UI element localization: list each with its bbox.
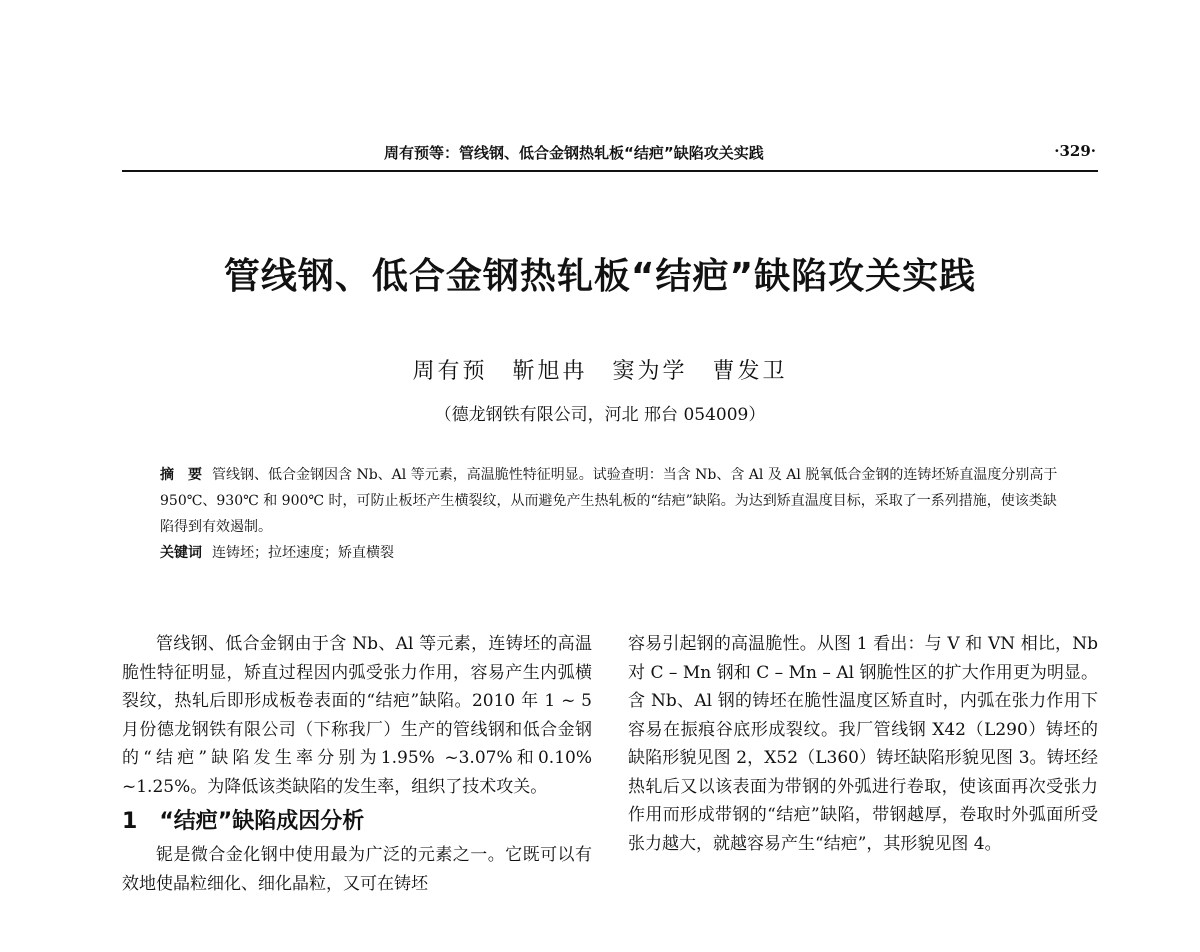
abstract xyxy=(160,462,1060,540)
paper-title: 管线钢、低合金钢热轧板“结疤”缺陷攻关实践 xyxy=(223,256,977,297)
right-column xyxy=(628,630,1098,858)
running-head-title: 周有预等：管线钢、低合金钢热轧板“结疤”缺陷攻关实践 xyxy=(384,144,764,162)
header-rule xyxy=(122,170,1098,172)
section-paragraph: 铌是微合金化钢中使用最为广泛的元素之一。它既可以有效地使晶粒细化、细化晶粒，又可在铸坯 xyxy=(122,845,592,894)
affiliation: （德龙钢铁有限公司，河北 邢台 054009） xyxy=(434,405,766,425)
section-heading xyxy=(122,803,592,841)
intro-paragraph: 管线钢、低合金钢由于含 Nb、Al 等元素，连铸坯的高温脆性特征明显，矫直过程因内弧受张力作用，容易产生内弧横裂纹，热轧后即形成板卷表面的“结疤”缺陷。2010 年 1 ~ 5 月份德龙钢铁有限公司（下称我厂）生产的管线钢和低合金钢的“结疤”缺陷发生率分别为1.95% ~3.07%和0.10% ~1.25%。为降低该类缺陷的发生率，组织了技术攻关。 xyxy=(122,634,592,797)
section-number: 1 xyxy=(122,809,138,834)
abstract-label: 摘 要 xyxy=(160,467,202,483)
authors: 周有预 靳旭冉 窦为学 曹发卫 xyxy=(412,359,788,384)
abstract-block xyxy=(160,462,1060,566)
abstract-text: 管线钢、低合金钢因含 Nb、Al 等元素，高温脆性特征明显。试验查明：当含 Nb、含 Al 及 Al 脱氧低合金钢的连铸坯矫直温度分别高于 950℃、930℃ 和 900℃ 时，可防止板坯产生横裂纹，从而避免产生热轧板的“结疤”缺陷。为达到矫直温度目标，采取了一系列措施，使该类缺陷得到有效遏制。 xyxy=(160,467,1058,535)
keywords-label: 关键词 xyxy=(160,545,202,561)
keywords xyxy=(160,540,1060,566)
right-paragraph: 容易引起钢的高温脆性。从图 1 看出：与 V 和 VN 相比，Nb 对 C – Mn 钢和 C – Mn – Al 钢脆性区的扩大作用更为明显。含 Nb、Al 钢的铸坯在脆性温度区矫直时，内弧在张力作用下容易在振痕谷底形成裂纹。我厂管线钢 X42（L290）铸坯的缺陷形貌见图 2，X52（L360）铸坯缺陷形貌见图 3。铸坯经热轧后又以该表面为带钢的外弧进行卷取，使该面再次受张力作用而形成带钢的“结疤”缺陷，带钢越厚，卷取时外弧面所受张力越大，就越容易产生“结疤”，其形貌见图 4。 xyxy=(628,634,1098,854)
left-column xyxy=(122,630,592,952)
page-number: ·329· xyxy=(1054,142,1096,160)
section-title: “结疤”缺陷成因分析 xyxy=(159,809,365,834)
keywords-text: 连铸坯；拉坯速度；矫直横裂 xyxy=(212,545,394,561)
